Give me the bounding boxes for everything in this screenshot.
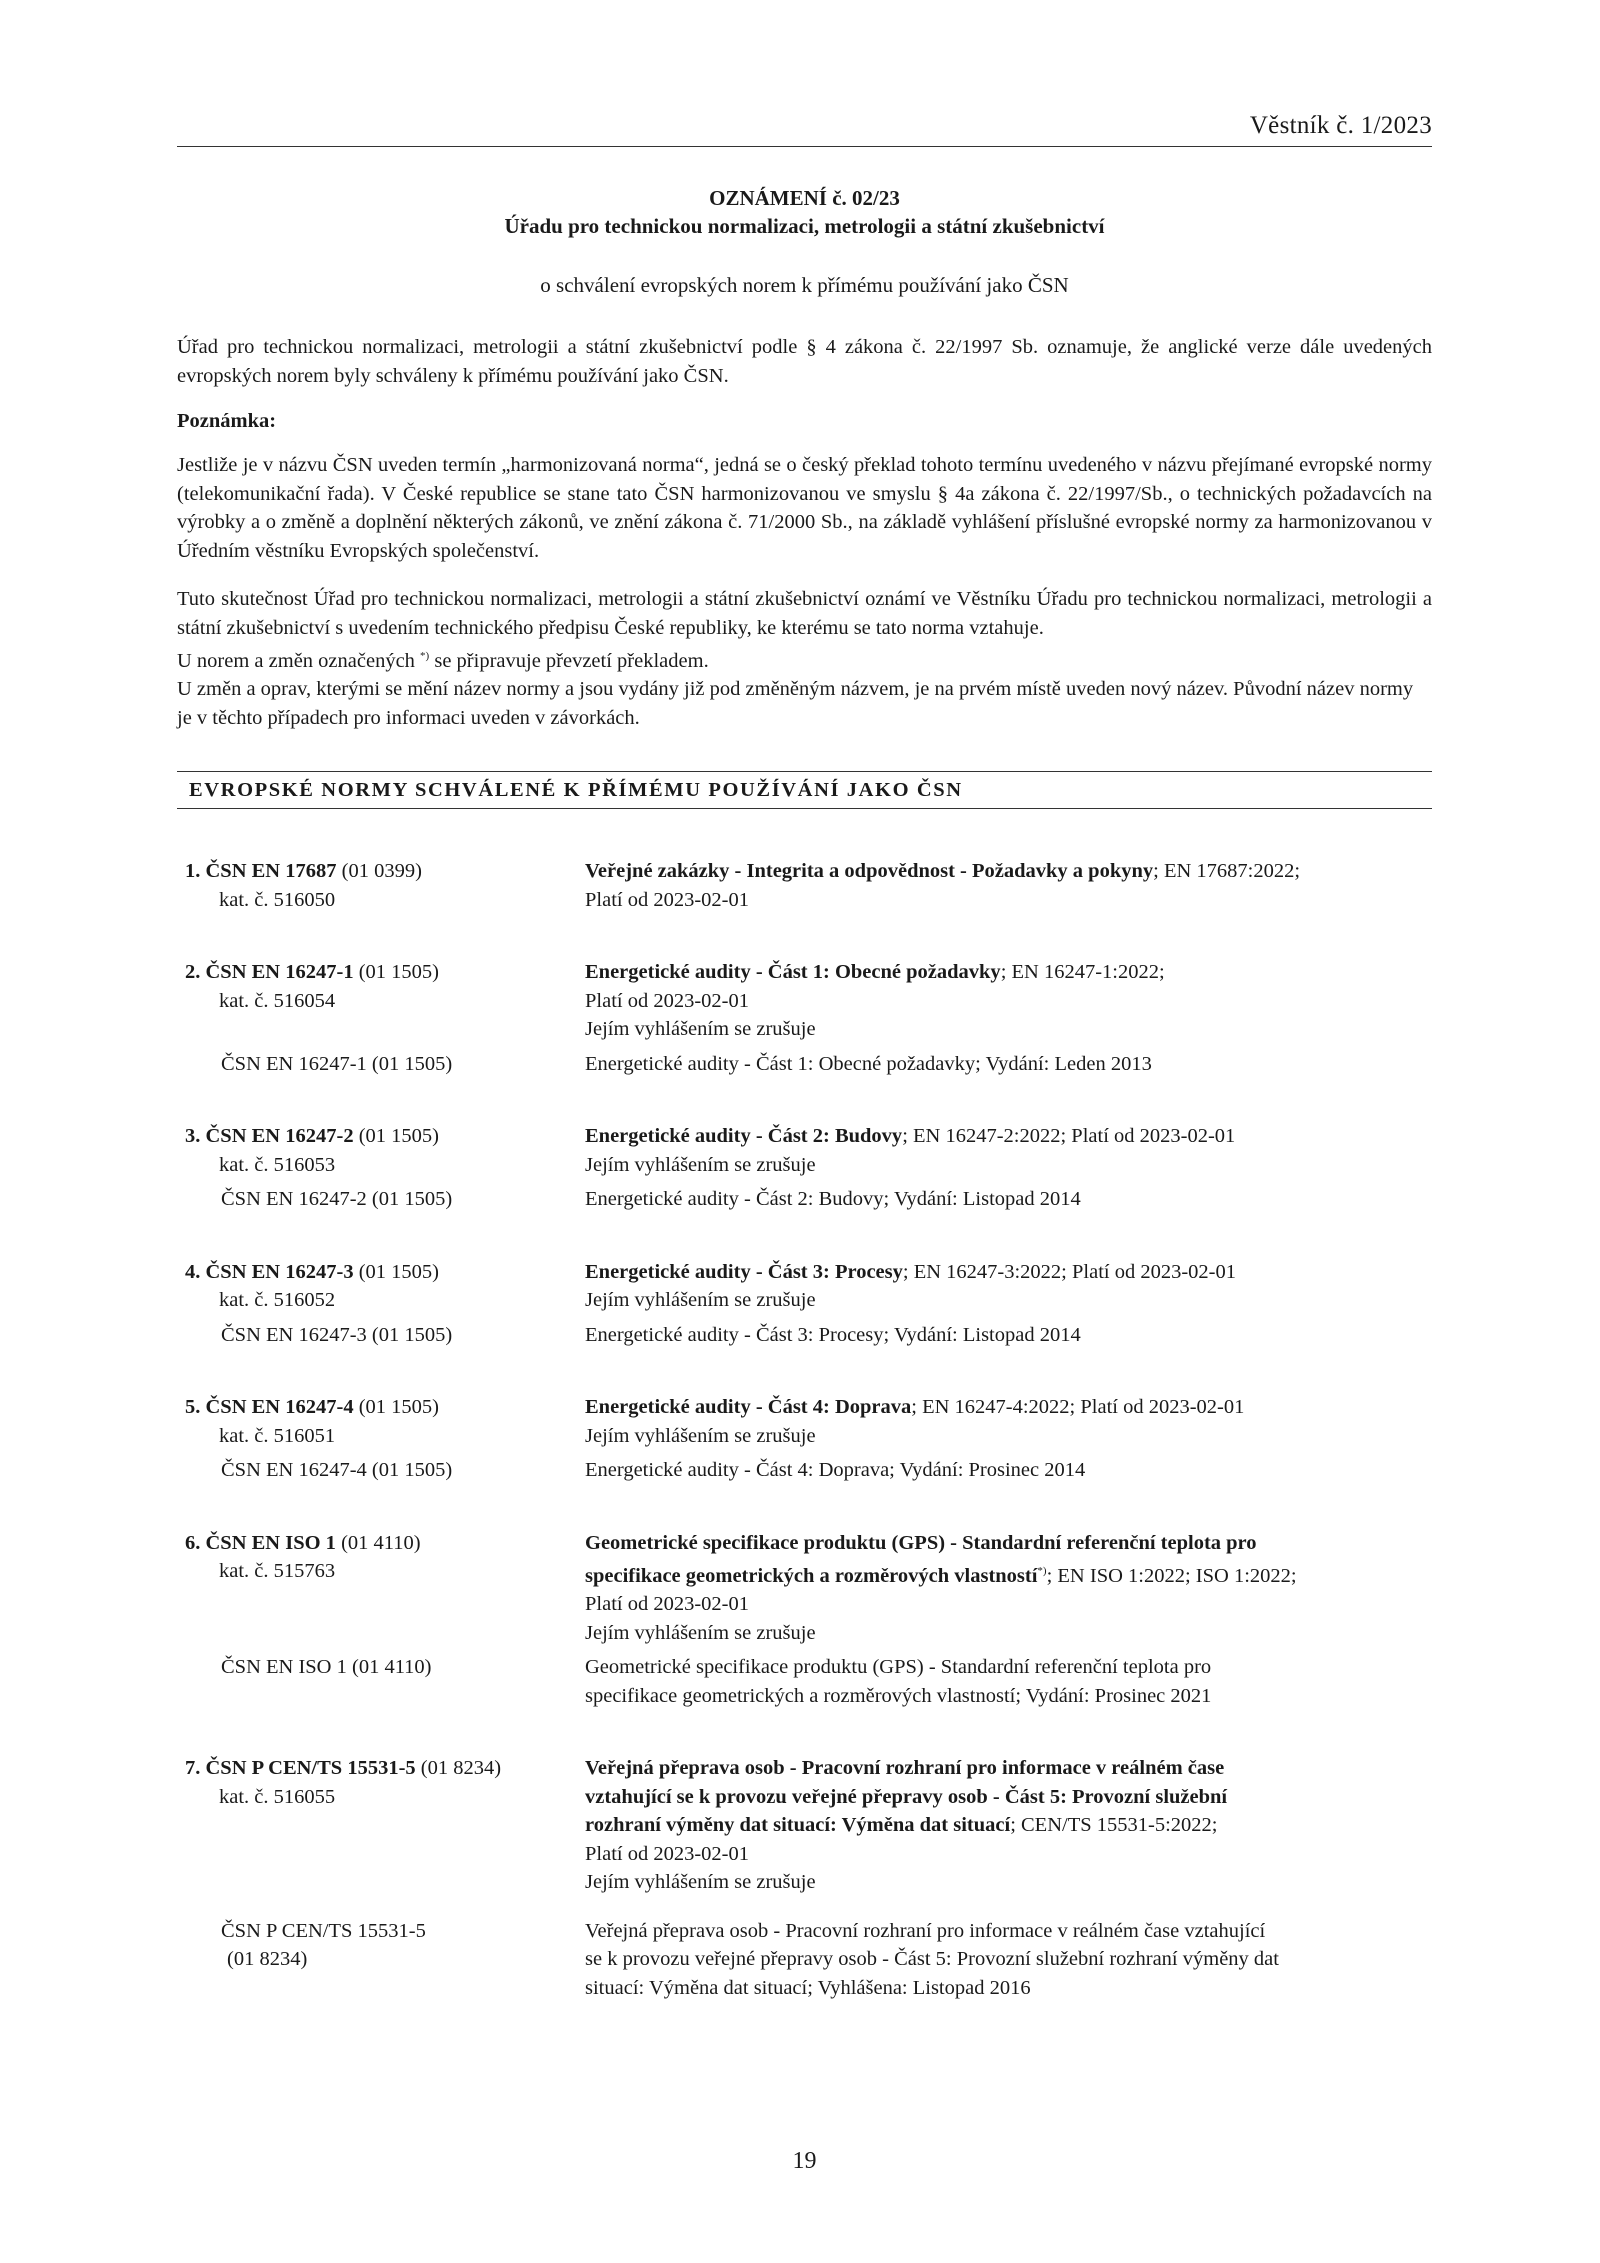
fact-line-2-end: se připravuje převzetí překladem.	[434, 649, 709, 672]
classification-code: (01 1505)	[358, 1125, 439, 1147]
standard-designation	[177, 857, 585, 914]
header-rule	[177, 146, 1432, 147]
standard-description	[585, 958, 1432, 1044]
announcement-number: OZNÁMENÍ č. 02/23	[709, 186, 900, 210]
fact-paragraph	[177, 585, 1432, 732]
entry-number: 1.	[185, 860, 201, 882]
running-header: Věstník č. 1/2023	[1249, 112, 1432, 139]
replaced-standard-code: ČSN EN 16247-4 (01 1505)	[221, 1459, 453, 1481]
replaces-note: Jejím vyhlášením se zrušuje	[585, 1424, 816, 1447]
classification-code: (01 8234)	[420, 1757, 502, 1780]
standard-title: Veřejné zakázky - Integrita a odpovědnost - Požadavky a pokyny	[585, 860, 1154, 882]
entry-number: 7.	[185, 1757, 201, 1780]
catalog-number: kat. č. 516055	[219, 1785, 336, 1808]
standard-title: Energetické audity - Část 3: Procesy	[585, 1260, 903, 1283]
list-item	[177, 958, 1432, 1078]
standard-title-line-1: Veřejná přeprava osob - Pracovní rozhraní pro informace v reálném čase	[585, 1757, 1225, 1780]
standard-designation	[177, 958, 585, 1044]
valid-from: Platí od 2023-02-01	[585, 888, 749, 911]
section-title: EVROPSKÉ NORMY SCHVÁLENÉ K PŘÍMÉMU POUŽÍVÁNÍ JAKO ČSN	[189, 779, 963, 801]
standard-title: Energetické audity - Část 4: Doprava	[585, 1396, 912, 1418]
list-item	[177, 857, 1432, 914]
replaced-text-line-2: specifikace geometrických a rozměrových vlastností; Vydání: Prosinec 2021	[585, 1684, 1212, 1707]
standard-title: Energetické audity - Část 2: Budovy	[585, 1125, 903, 1147]
standard-description	[585, 1529, 1432, 1648]
standard-reference: ; EN 16247-2:2022; Platí od 2023-02-01	[902, 1125, 1236, 1147]
catalog-number: kat. č. 516054	[219, 989, 336, 1012]
list-item	[177, 1258, 1432, 1350]
standard-title-line-2: vztahující se k provozu veřejné přepravy osob - Část 5: Provozní služební	[585, 1785, 1228, 1808]
classification-code: (01 1505)	[358, 1396, 439, 1418]
standard-description	[585, 1122, 1432, 1179]
list-item	[177, 1122, 1432, 1214]
replaced-code-line-2: (01 8234)	[227, 1948, 308, 1971]
entry-number: 5.	[185, 1396, 201, 1418]
standard-title-line-1: Geometrické specifikace produktu (GPS) - Standardní referenční teplota pro	[585, 1531, 1257, 1554]
entry-number: 2.	[185, 961, 201, 983]
standard-description	[585, 1754, 1432, 1897]
standard-code: ČSN EN 16247-4	[205, 1396, 354, 1418]
replaced-code-line-1: ČSN P CEN/TS 15531-5	[221, 1919, 426, 1942]
note-label: Poznámka:	[177, 410, 277, 432]
classification-code: (01 1505)	[358, 961, 439, 983]
valid-from: Platí od 2023-02-01	[585, 1593, 749, 1616]
standard-reference: ; CEN/TS 15531-5:2022;	[1010, 1814, 1218, 1837]
replaces-note: Jejím vyhlášením se zrušuje	[585, 1289, 816, 1311]
standard-code: ČSN P CEN/TS 15531-5	[205, 1757, 416, 1780]
fact-line-1: Tuto skutečnost Úřad pro technickou normalizaci, metrologii a státní zkušebnictví oznámí ve Věstníku Úřadu pro technickou normalizaci, metrologii a státní zkušebnictví s uvedením technického předpisu České republiky, ke kterému se tato norma vztahuje.	[177, 588, 1432, 639]
standard-designation	[177, 1258, 585, 1315]
replaces-note: Jejím vyhlášením se zrušuje	[585, 1018, 816, 1040]
standard-title-line-2: specifikace geometrických a rozměrových vlastností	[585, 1564, 1038, 1587]
replaced-standard-code: ČSN EN 16247-1 (01 1505)	[221, 1052, 453, 1075]
replaces-note: Jejím vyhlášením se zrušuje	[585, 1153, 816, 1176]
classification-code: (01 4110)	[341, 1531, 421, 1554]
replaced-standard-text	[585, 1917, 1432, 2003]
replaced-standard-text: Energetické audity - Část 1: Obecné požadavky; Vydání: Leden 2013	[585, 1052, 1152, 1075]
replaces-note: Jejím vyhlášením se zrušuje	[585, 1871, 816, 1894]
replaced-standard-text	[585, 1653, 1432, 1710]
catalog-number: kat. č. 516052	[219, 1289, 336, 1311]
catalog-number: kat. č. 516050	[219, 888, 336, 911]
catalog-number: kat. č. 516053	[219, 1153, 336, 1176]
list-item	[177, 1754, 1432, 2002]
list-item	[177, 1393, 1432, 1485]
entry-number: 3.	[185, 1125, 201, 1147]
standards-list	[177, 857, 1432, 2046]
standard-title: Energetické audity - Část 1: Obecné požadavky	[585, 961, 1001, 983]
standard-reference: ; EN 16247-3:2022; Platí od 2023-02-01	[902, 1260, 1236, 1283]
fact-line-3: U změn a oprav, kterými se mění název normy a jsou vydány již pod změněným názvem, je na prvém místě uveden nový název. Původní název normy je v těchto případech pro informaci uveden v závorkách.	[177, 678, 1414, 729]
announcement-subject: o schválení evropských norem k přímému používání jako ČSN	[540, 273, 1069, 297]
catalog-number: kat. č. 516051	[219, 1424, 336, 1447]
replaced-standard-text: Energetické audity - Část 3: Procesy; Vydání: Listopad 2014	[585, 1323, 1081, 1346]
footnote-mark: *)	[1037, 1565, 1047, 1577]
standard-designation	[177, 1122, 585, 1179]
standard-description	[585, 1258, 1432, 1315]
standard-reference: ; EN 17687:2022;	[1153, 860, 1301, 882]
classification-code: (01 1505)	[358, 1260, 439, 1283]
replaced-standard-text: Energetické audity - Část 4: Doprava; Vydání: Prosinec 2014	[585, 1459, 1086, 1481]
entry-number: 6.	[185, 1531, 201, 1554]
fact-line-2-start: U norem a změn označených	[177, 649, 415, 672]
classification-code: (01 0399)	[341, 860, 422, 882]
standard-reference: ; EN ISO 1:2022; ISO 1:2022;	[1046, 1564, 1297, 1587]
note-paragraph: Jestliže je v názvu ČSN uveden termín „harmonizovaná norma“, jedná se o český překlad tohoto termínu uvedeného v názvu přejímané evropské normy (telekomunikační řada). V České republice se stane tato ČSN harmonizovanou ve smyslu § 4a zákona č. 22/1997/Sb., o technických požadavcích na výrobky a o změně a doplnění některých zákonů, ve znění zákona č. 71/2000 Sb., na základě vyhlášení příslušné evropské normy za harmonizovanou v Úředním věstníku Evropských společenství.	[177, 454, 1432, 562]
valid-from: Platí od 2023-02-01	[585, 989, 749, 1012]
standard-description	[585, 1393, 1432, 1450]
standard-code: ČSN EN 16247-3	[205, 1260, 354, 1283]
section-rule-bottom	[177, 808, 1432, 809]
standard-designation	[177, 1529, 585, 1648]
replaced-text-line-1: Veřejná přeprava osob - Pracovní rozhraní pro informace v reálném čase vztahující	[585, 1919, 1266, 1942]
valid-from: Platí od 2023-02-01	[585, 1842, 749, 1865]
replaced-text-line-1: Geometrické specifikace produktu (GPS) - Standardní referenční teplota pro	[585, 1656, 1212, 1679]
replaced-standard-code	[177, 1917, 585, 2003]
replaced-standard-code: ČSN EN 16247-2 (01 1505)	[221, 1188, 453, 1210]
document-page	[177, 0, 1432, 2263]
page-number: 19	[792, 2148, 817, 2174]
standard-code: ČSN EN 16247-1	[205, 961, 354, 983]
standard-reference: ; EN 16247-4:2022; Platí od 2023-02-01	[911, 1396, 1245, 1418]
standard-designation	[177, 1393, 585, 1450]
replaced-standard-code: ČSN EN 16247-3 (01 1505)	[221, 1323, 453, 1346]
replaced-text-line-3: situací: Výměna dat situací; Vyhlášena: Listopad 2016	[585, 1976, 1031, 1999]
standard-description	[585, 857, 1432, 914]
fact-line-2	[177, 642, 1432, 675]
footnote-mark: *)	[420, 650, 430, 662]
list-item	[177, 1529, 1432, 1711]
issuing-office: Úřadu pro technickou normalizaci, metrologii a státní zkušebnictví	[504, 214, 1105, 238]
replaced-standard-text: Energetické audity - Část 2: Budovy; Vydání: Listopad 2014	[585, 1188, 1081, 1210]
standard-reference: ; EN 16247-1:2022;	[1000, 961, 1165, 983]
standard-code: ČSN EN 17687	[205, 860, 337, 882]
replaces-note: Jejím vyhlášením se zrušuje	[585, 1621, 816, 1644]
standard-title-line-3: rozhraní výměny dat situací: Výměna dat situací	[585, 1814, 1011, 1837]
replaced-standard-code: ČSN EN ISO 1 (01 4110)	[221, 1656, 432, 1679]
standard-code: ČSN EN 16247-2	[205, 1125, 354, 1147]
entry-number: 4.	[185, 1260, 201, 1283]
replaced-text-line-2: se k provozu veřejné přepravy osob - Část 5: Provozní služební rozhraní výměny dat	[585, 1948, 1279, 1971]
standard-designation	[177, 1754, 585, 1897]
intro-paragraph: Úřad pro technickou normalizaci, metrologii a státní zkušebnictví podle § 4 zákona č. 22/1997 Sb. oznamuje, že anglické verze dále uvedených evropských norem byly schváleny k přímému používání jako ČSN.	[177, 336, 1432, 387]
section-rule-top	[177, 771, 1432, 772]
standard-code: ČSN EN ISO 1	[205, 1531, 336, 1554]
catalog-number: kat. č. 515763	[219, 1560, 336, 1582]
